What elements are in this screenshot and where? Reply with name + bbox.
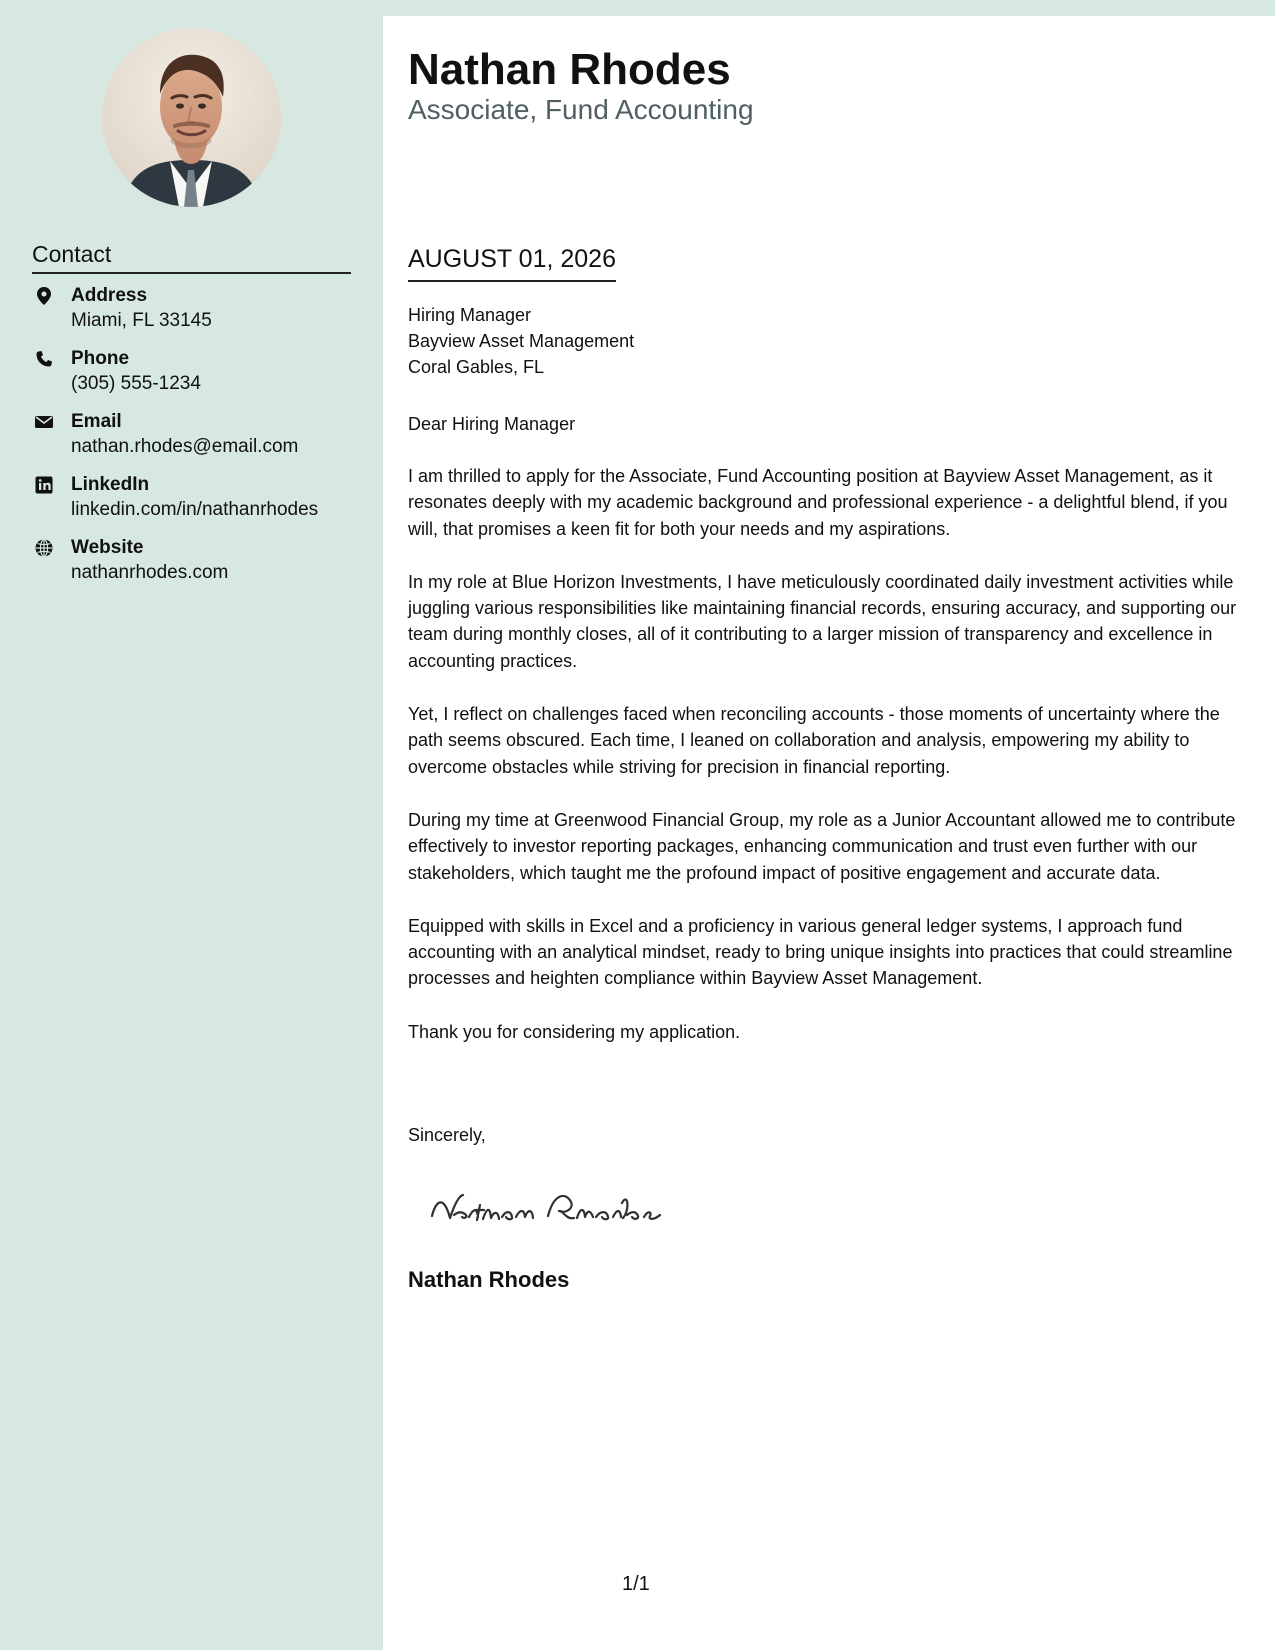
phone-icon	[34, 349, 54, 369]
recipient-line-3: Coral Gables, FL	[408, 357, 545, 377]
profile-photo	[102, 28, 281, 207]
salutation: Dear Hiring Manager	[408, 414, 576, 434]
profile-photo-image	[102, 28, 281, 207]
signature-image	[420, 1175, 670, 1237]
contact-item-address	[32, 284, 362, 347]
linkedin-label: LinkedIn	[71, 474, 150, 495]
paragraph-2: In my role at Blue Horizon Investments, I have meticulously coordinated daily investment activities while juggling various responsibilities like maintaining financial records, ensuring accuracy, and supporting our team during monthly closes, all of it contributing to a larger mission of transparency and excellence in accounting practices.	[408, 571, 1237, 671]
sidebar	[0, 0, 383, 1650]
signed-name: Nathan Rhodes	[408, 1267, 570, 1292]
letter-content	[408, 0, 1250, 1650]
contact-item-linkedin	[32, 473, 362, 536]
job-title: Associate, Fund Accounting	[408, 94, 754, 125]
paragraph-6: Thank you for considering my application.	[408, 1021, 741, 1042]
letter-body	[408, 463, 1252, 1072]
website-value: nathanrhodes.com	[71, 562, 229, 583]
contact-item-website	[32, 536, 362, 599]
phone-value: (305) 555-1234	[71, 373, 201, 394]
envelope-icon	[34, 412, 54, 432]
contact-heading: Contact	[32, 240, 351, 274]
recipient-line-2: Bayview Asset Management	[408, 331, 635, 351]
website-label: Website	[71, 537, 144, 558]
letter-date: AUGUST 01, 2026	[408, 244, 616, 282]
email-label: Email	[71, 411, 122, 432]
address-value: Miami, FL 33145	[71, 310, 212, 331]
recipient-line-1: Hiring Manager	[408, 305, 532, 325]
contact-item-phone	[32, 347, 362, 410]
paragraph-4: During my time at Greenwood Financial Group, my role as a Junior Accountant allowed me to contribute effectively to investor reporting packages, enhancing communication and trust even further with our stakeholders, which taught me the profound impact of positive engagement and accurate data.	[408, 809, 1236, 883]
closing: Sincerely,	[408, 1125, 486, 1145]
email-value: nathan.rhodes@email.com	[71, 436, 299, 457]
phone-label: Phone	[71, 348, 130, 369]
address-label: Address	[71, 285, 148, 306]
handwritten-signature	[420, 1175, 670, 1237]
page-number: 1/1	[622, 1573, 650, 1595]
globe-icon	[34, 538, 54, 558]
contact-item-email	[32, 410, 362, 473]
paragraph-5: Equipped with skills in Excel and a proficiency in various general ledger systems, I approach fund accounting with an analytical mindset, ready to bring unique insights into practices that could streamline processes and heighten compliance within Bayview Asset Management.	[408, 915, 1233, 989]
paragraph-1: I am thrilled to apply for the Associate, Fund Accounting position at Bayview Asset Management, as it resonates deeply with my academic background and professional experience - a delightful blend, if you will, that promises a keen fit for both your needs and my aspirations.	[408, 466, 1228, 539]
linkedin-icon	[34, 475, 54, 495]
recipient-block	[408, 302, 634, 380]
linkedin-value: linkedin.com/in/nathanrhodes	[71, 499, 319, 520]
paragraph-3: Yet, I reflect on challenges faced when reconciling accounts - those moments of uncertainty where the path seems obscured. Each time, I leaned on collaboration and analysis, empowering my ability to overcome obstacles while striving for precision in financial reporting.	[408, 704, 1220, 777]
map-pin-icon	[34, 286, 54, 306]
candidate-name: Nathan Rhodes	[408, 45, 731, 94]
contact-list	[32, 284, 362, 599]
